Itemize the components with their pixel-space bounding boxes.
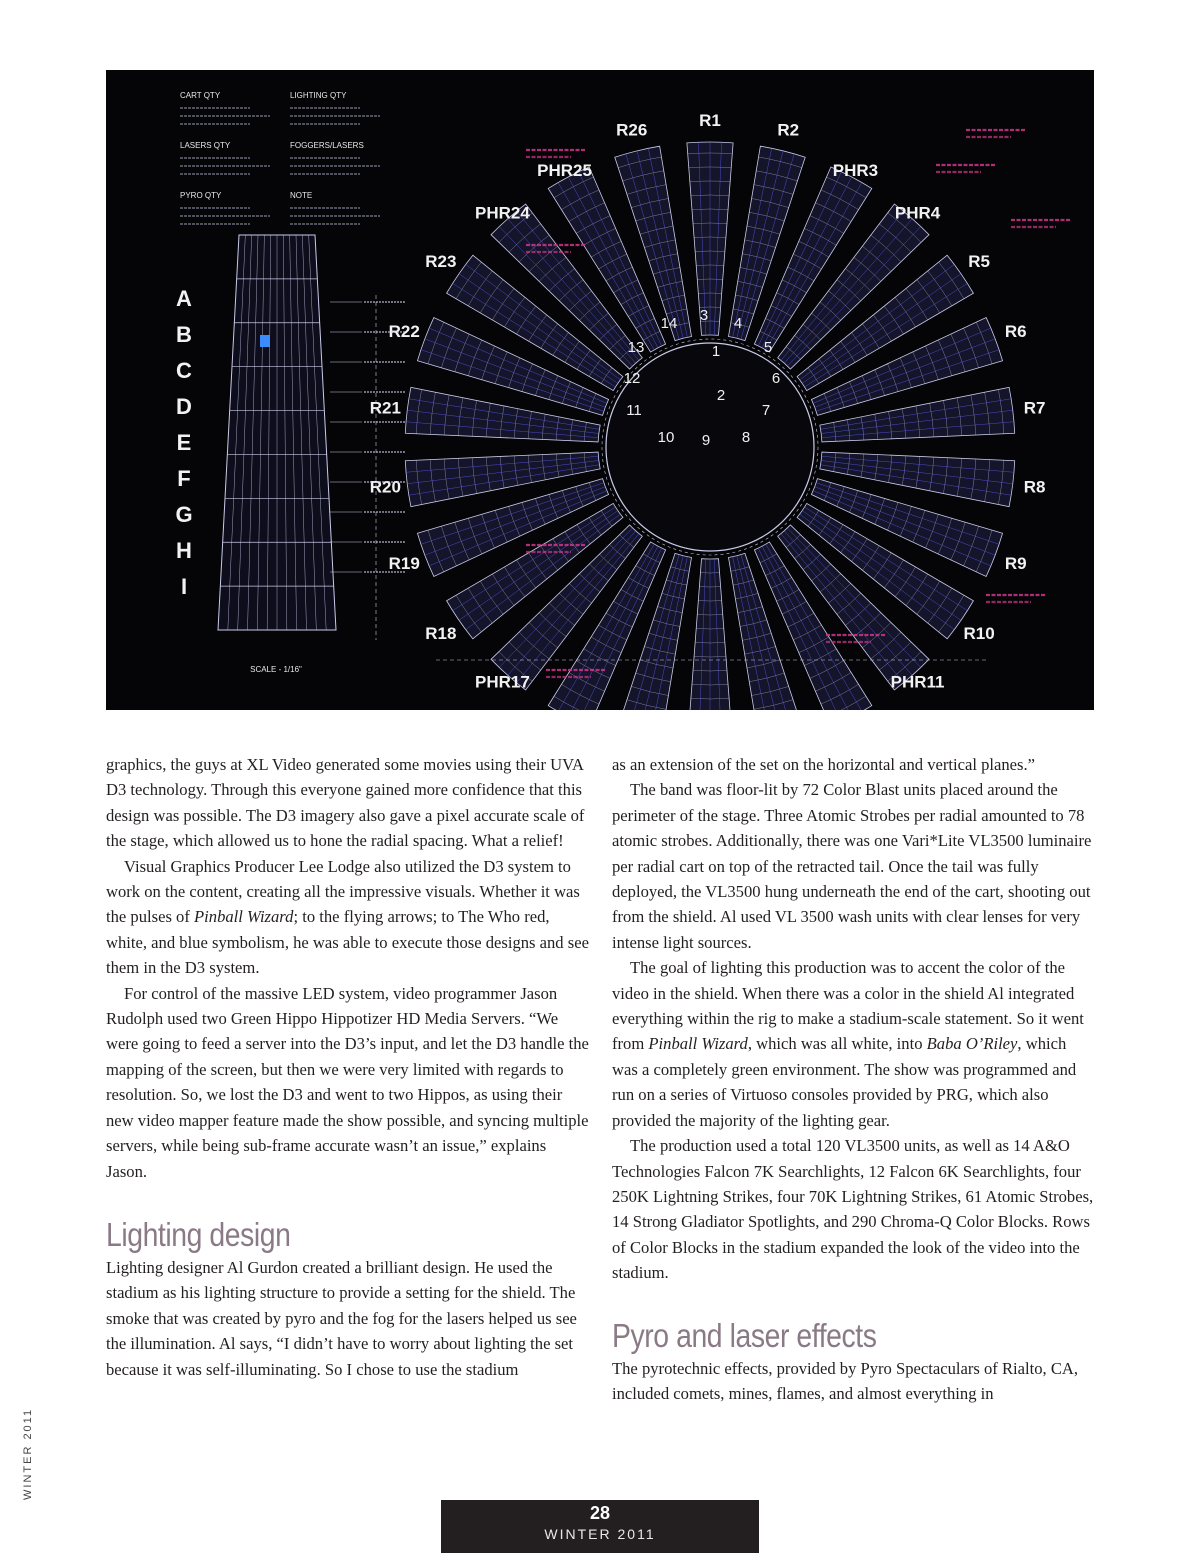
radial-label: R9: [1004, 553, 1027, 573]
footer-issue: WINTER 2011: [544, 1526, 656, 1542]
radial-label: PHR11: [890, 672, 945, 692]
center-label: 6: [771, 370, 781, 387]
center-label: 13: [627, 339, 645, 356]
paragraph: graphics, the guys at XL Video generated some movies using their UVA D3 technology. Through this everyone gained more confidence that this design was possible. The D3 imagery also gave a pixel accurate scale of the stage, which allowed us to hone the radial spacing. What a relief!: [106, 755, 585, 851]
center-label: 2: [716, 387, 726, 404]
radial-label: R22: [388, 322, 420, 342]
radial-label: R23: [425, 252, 457, 272]
tower-letter: E: [176, 430, 192, 455]
paragraph: Lighting designer Al Gurdon created a brilliant design. He used the stadium as his lighting structure to provide a setting for the shield. The smoke that was created by pyro and the fog for the lasers helped us see the illumination. Al says, “I didn’t have to worry about lighting the set because it was self-illuminating. So I chose to use the stadium: [106, 1257, 577, 1379]
radial-label: PHR24: [475, 203, 530, 223]
side-issue-label: WINTER 2011: [22, 1407, 34, 1500]
center-label: 12: [623, 370, 641, 387]
paragraph: The production used a total 120 VL3500 units, as well as 14 A&O Technologies Falcon 7K Searchlights, 12 Falcon 6K Searchlights, four 250K Lightning Strikes, four 70K Lightning Strikes, 61 Atomic Strobes, 14 Strong Gladiator Spotlights, and 290 Chroma-Q Color Blocks. Rows of Color Blocks in the stadium expanded the look of the video into the stadium.: [612, 1136, 1094, 1283]
radial-label: PHR3: [832, 160, 879, 180]
page-number: 28: [589, 1503, 611, 1523]
radial-label: PHR4: [894, 203, 941, 223]
tower-letter: B: [176, 322, 192, 347]
radial-label: R8: [1023, 477, 1046, 497]
tower-letter: G: [175, 502, 193, 527]
paragraph: Visual Graphics Producer Lee Lodge also utilized the D3 system to work on the content, creating all the impressive visuals. Whether it was the pulses of Pinball Wizard; to the flying arrows; to The Who red, white, and blue symbolism, he was able to execute those designs and see them in the D3 system.: [106, 856, 589, 978]
center-label: 8: [741, 429, 751, 446]
paragraph: The pyrotechnic effects, provided by Pyro Spectaculars of Rialto, CA, included comets, mines, flames, and almost everything in: [612, 1358, 1079, 1403]
paragraph: as an extension of the set on the horizontal and vertical planes.”: [612, 755, 1035, 774]
radial-label: R1: [699, 111, 721, 130]
tower-letter: D: [176, 394, 192, 419]
radial-label: R6: [1004, 322, 1027, 342]
tower-letter: F: [177, 466, 191, 491]
lighting-plot-drawing: [106, 70, 1094, 710]
pyro-laser-heading: Pyro and laser effects: [612, 1316, 877, 1354]
radial-label: R26: [616, 120, 648, 140]
legend-heading: PYRO QTY: [180, 191, 222, 200]
radial-label: R18: [425, 623, 457, 643]
lighting-plot-figure: [106, 70, 1094, 710]
center-label: 5: [763, 339, 773, 356]
legend-heading: LIGHTING QTY: [290, 91, 347, 100]
article-left-column: [106, 752, 590, 1382]
center-label: 10: [657, 429, 675, 446]
radial-label: R5: [968, 252, 990, 272]
radial-label: PHR17: [475, 672, 530, 692]
center-label: 9: [701, 432, 711, 449]
center-label: 1: [711, 343, 721, 360]
center-label: 7: [761, 402, 771, 419]
tower-letter: C: [176, 358, 192, 383]
scale-label: SCALE - 1/16": [250, 665, 302, 674]
legend-heading: FOGGERS/LASERS: [290, 141, 364, 150]
tower-letter: I: [180, 574, 188, 599]
paragraph: The band was floor-lit by 72 Color Blast units placed around the perimeter of the stage. Three Atomic Strobes per radial amounted to 78 atomic strobes. Additionally, there was one Vari*Lite VL3500 luminaire per radial cart on top of the retracted tail. Once the tail was fully deployed, the VL3500 hung underneath the end of the cart, shooting out from the shield. Al used VL 3500 wash units with clear lenses for very intense light sources.: [612, 780, 1092, 952]
center-label: 3: [699, 307, 709, 324]
tower-letter: H: [176, 538, 192, 563]
tower-letter: A: [176, 286, 192, 311]
radial-label: R21: [369, 398, 401, 418]
paragraph: The goal of lighting this production was to accent the color of the video in the shield. When there was a color in the shield Al integrated everything within the rig to make a stadium-scale statement. So it went from Pinball Wizard, which was all white, into Baba O’Riley, which was a completely green environment. The show was programmed and run on a series of Virtuoso consoles provided by PRG, which also provided the majority of the lighting gear.: [612, 958, 1084, 1130]
legend-heading: CART QTY: [180, 91, 221, 100]
radial-label: R2: [777, 120, 800, 140]
radial-label: R19: [388, 553, 420, 573]
radial-label: R7: [1023, 398, 1046, 418]
lighting-design-heading: Lighting design: [106, 1215, 291, 1253]
center-label: 11: [626, 402, 642, 419]
radial-label: R20: [369, 477, 401, 497]
legend-heading: NOTE: [290, 191, 313, 200]
center-label: 14: [660, 315, 678, 332]
article-right-column: [612, 752, 1096, 1406]
center-label: 4: [733, 315, 743, 332]
radial-label: R10: [963, 623, 995, 643]
page-footer: [441, 1500, 759, 1553]
legend-heading: LASERS QTY: [180, 141, 231, 150]
radial-label: PHR25: [537, 160, 592, 180]
paragraph: For control of the massive LED system, video programmer Jason Rudolph used two Green Hippo Hippotizer HD Media Servers. “We were going to feed a server into the D3’s input, and let the D3 handle the mapping of the screen, but then we were very limited with regards to resolution. So, we lost the D3 and went to two Hippos, as using their new video mapper feature made the show possible, and syncing multiple servers, while being sub-frame accurate wasn’t an issue,” explains Jason.: [106, 983, 589, 1181]
tower-highlight: [260, 335, 270, 347]
